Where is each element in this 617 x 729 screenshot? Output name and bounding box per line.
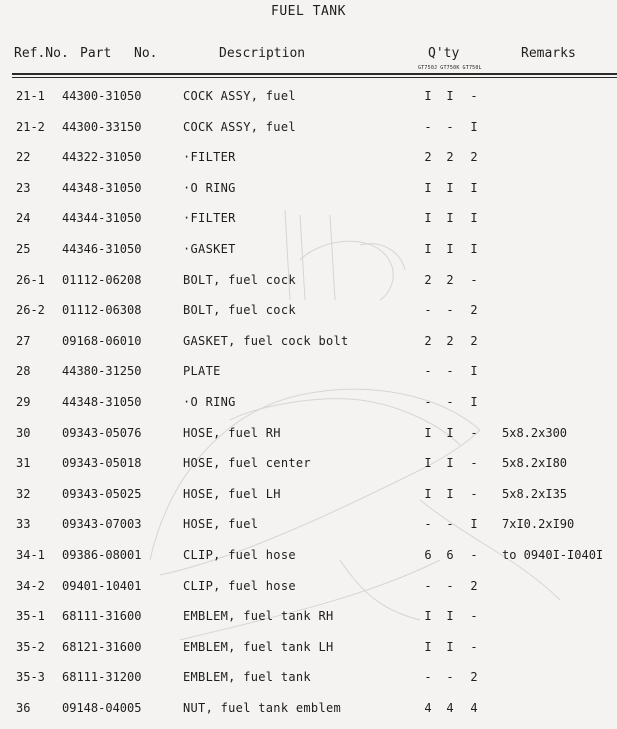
qty-cell: -: [470, 547, 478, 562]
ref-no-cell: 35-3: [16, 670, 45, 685]
ref-no-cell: 24: [16, 211, 31, 226]
description-cell: COCK ASSY, fuel: [183, 89, 296, 103]
qty-cell: -: [424, 364, 432, 379]
part-no-cell: 44344-31050: [62, 211, 142, 226]
part-no-cell: 44346-31050: [62, 241, 142, 256]
qty-cell: 2: [470, 670, 478, 685]
qty-cell: -: [470, 486, 478, 501]
qty-model-label: GT750L: [462, 65, 482, 71]
qty-cell: I: [470, 364, 478, 379]
description-cell: EMBLEM, fuel tank LH: [183, 639, 334, 654]
ref-no-cell: 25: [16, 241, 31, 256]
table-row: [0, 234, 617, 265]
part-no-cell: 09343-05018: [62, 456, 142, 471]
qty-cell: -: [446, 303, 454, 318]
qty-cell: 2: [446, 333, 454, 348]
part-no-cell: 09343-05025: [62, 486, 142, 501]
part-no-cell: 09343-07003: [62, 517, 142, 532]
qty-cell: I: [424, 486, 432, 501]
qty-cell: I: [424, 456, 432, 471]
header-part: Part: [80, 46, 112, 61]
table-row: [0, 448, 617, 479]
qty-cell: -: [446, 364, 454, 379]
header-rule-bottom: [12, 77, 617, 78]
parts-table: [0, 81, 617, 723]
qty-cell: -: [424, 578, 432, 593]
qty-cell: -: [470, 609, 478, 624]
table-row: [0, 418, 617, 449]
qty-cell: I: [424, 211, 432, 226]
part-no-cell: 09148-04005: [62, 700, 142, 715]
qty-cell: I: [470, 241, 478, 256]
ref-no-cell: 29: [16, 394, 31, 409]
qty-cell: I: [446, 89, 454, 103]
description-cell: ·FILTER: [183, 150, 236, 165]
part-no-cell: 01112-06208: [62, 272, 142, 287]
ref-no-cell: 27: [16, 333, 31, 348]
qty-cell: -: [470, 425, 478, 440]
header-qty: Q'ty: [428, 46, 460, 61]
part-no-cell: 44348-31050: [62, 394, 142, 409]
remarks-cell: 7xI0.2xI90: [502, 517, 575, 532]
ref-no-cell: 30: [16, 425, 31, 440]
description-cell: ·O RING: [183, 394, 236, 409]
qty-cell: I: [470, 394, 478, 409]
header-description: Description: [219, 46, 306, 61]
qty-cell: -: [470, 639, 478, 654]
qty-cell: 2: [424, 272, 432, 287]
qty-cell: 4: [424, 700, 432, 715]
table-row: [0, 540, 617, 571]
remarks-cell: 5x8.2xI35: [502, 486, 568, 501]
qty-cell: I: [424, 609, 432, 624]
qty-cell: I: [446, 486, 454, 501]
qty-cell: I: [446, 180, 454, 195]
qty-cell: -: [446, 119, 454, 134]
header-ref-no: Ref.No.: [14, 46, 69, 61]
ref-no-cell: 32: [16, 486, 31, 501]
qty-cell: I: [424, 89, 432, 103]
qty-cell: 2: [446, 272, 454, 287]
qty-cell: I: [446, 609, 454, 624]
ref-no-cell: 35-2: [16, 639, 45, 654]
description-cell: HOSE, fuel LH: [183, 486, 281, 501]
description-cell: BOLT, fuel cock: [183, 303, 296, 318]
qty-cell: I: [424, 425, 432, 440]
qty-cell: I: [470, 180, 478, 195]
ref-no-cell: 28: [16, 364, 31, 379]
table-row: [0, 326, 617, 357]
qty-cell: -: [446, 394, 454, 409]
part-no-cell: 09386-08001: [62, 547, 142, 562]
table-row: [0, 356, 617, 387]
qty-cell: 2: [424, 150, 432, 165]
ref-no-cell: 33: [16, 517, 31, 532]
qty-cell: -: [446, 517, 454, 532]
description-cell: HOSE, fuel center: [183, 456, 311, 471]
table-row: [0, 173, 617, 204]
qty-cell: I: [446, 456, 454, 471]
description-cell: EMBLEM, fuel tank: [183, 670, 311, 685]
description-cell: COCK ASSY, fuel: [183, 119, 296, 134]
table-row: [0, 693, 617, 724]
part-no-cell: 09401-10401: [62, 578, 142, 593]
remarks-cell: 5x8.2xI80: [502, 456, 568, 471]
table-row: [0, 81, 617, 112]
qty-cell: 2: [470, 303, 478, 318]
qty-cell: 2: [424, 333, 432, 348]
remarks-cell: to 0940I-I040I: [502, 547, 604, 562]
table-row: [0, 509, 617, 540]
table-row: [0, 295, 617, 326]
qty-model-label: GT750J: [418, 65, 438, 71]
part-no-cell: 09343-05076: [62, 425, 142, 440]
qty-cell: -: [424, 670, 432, 685]
description-cell: ·O RING: [183, 180, 236, 195]
part-no-cell: 68111-31200: [62, 670, 142, 685]
ref-no-cell: 23: [16, 180, 31, 195]
part-no-cell: 44300-31050: [62, 89, 142, 103]
ref-no-cell: 22: [16, 150, 31, 165]
description-cell: EMBLEM, fuel tank RH: [183, 609, 334, 624]
qty-model-label: GT750K: [440, 65, 460, 71]
table-row: [0, 142, 617, 173]
qty-cell: I: [446, 241, 454, 256]
table-row: [0, 265, 617, 296]
qty-cell: I: [424, 639, 432, 654]
part-no-cell: 44322-31050: [62, 150, 142, 165]
description-cell: GASKET, fuel cock bolt: [183, 333, 349, 348]
table-row: [0, 601, 617, 632]
qty-cell: -: [470, 456, 478, 471]
qty-cell: I: [424, 180, 432, 195]
qty-cell: 2: [470, 333, 478, 348]
ref-no-cell: 26-1: [16, 272, 45, 287]
part-no-cell: 44300-33150: [62, 119, 142, 134]
qty-cell: -: [470, 272, 478, 287]
description-cell: HOSE, fuel: [183, 517, 259, 532]
qty-cell: 6: [424, 547, 432, 562]
qty-cell: -: [424, 119, 432, 134]
table-row: [0, 387, 617, 418]
part-no-cell: 68121-31600: [62, 639, 142, 654]
ref-no-cell: 21-1: [16, 89, 45, 103]
ref-no-cell: 36: [16, 700, 31, 715]
header-qty-models: [418, 65, 482, 71]
header-rule-top: [12, 73, 617, 75]
ref-no-cell: 26-2: [16, 303, 45, 318]
qty-cell: -: [424, 303, 432, 318]
ref-no-cell: 34-1: [16, 547, 45, 562]
part-no-cell: 44348-31050: [62, 180, 142, 195]
table-row: [0, 112, 617, 143]
qty-cell: 2: [446, 150, 454, 165]
ref-no-cell: 21-2: [16, 119, 45, 134]
part-no-cell: 68111-31600: [62, 609, 142, 624]
qty-cell: -: [424, 517, 432, 532]
table-row: [0, 203, 617, 234]
table-row: [0, 479, 617, 510]
table-row: [0, 662, 617, 693]
ref-no-cell: 35-1: [16, 609, 45, 624]
qty-cell: 2: [470, 578, 478, 593]
qty-cell: I: [446, 425, 454, 440]
qty-cell: I: [446, 639, 454, 654]
ref-no-cell: 31: [16, 456, 31, 471]
description-cell: CLIP, fuel hose: [183, 578, 296, 593]
qty-cell: -: [470, 89, 478, 103]
part-no-cell: 44380-31250: [62, 364, 142, 379]
description-cell: NUT, fuel tank emblem: [183, 700, 342, 715]
table-row: [0, 571, 617, 602]
qty-cell: I: [470, 211, 478, 226]
qty-cell: -: [446, 670, 454, 685]
qty-cell: 4: [446, 700, 454, 715]
qty-cell: 2: [470, 150, 478, 165]
header-remarks: Remarks: [521, 46, 576, 61]
part-no-cell: 01112-06308: [62, 303, 142, 318]
description-cell: PLATE: [183, 364, 221, 379]
description-cell: CLIP, fuel hose: [183, 547, 296, 562]
qty-cell: -: [424, 394, 432, 409]
description-cell: ·FILTER: [183, 211, 236, 226]
qty-cell: 6: [446, 547, 454, 562]
description-cell: BOLT, fuel cock: [183, 272, 296, 287]
qty-cell: -: [446, 578, 454, 593]
header-no: No.: [134, 46, 158, 61]
part-no-cell: 09168-06010: [62, 333, 142, 348]
qty-cell: 4: [470, 700, 478, 715]
qty-cell: I: [424, 241, 432, 256]
description-cell: ·GASKET: [183, 241, 236, 256]
page-title: FUEL TANK: [271, 4, 346, 19]
table-row: [0, 632, 617, 663]
ref-no-cell: 34-2: [16, 578, 45, 593]
remarks-cell: 5x8.2x300: [502, 425, 568, 440]
qty-cell: I: [470, 517, 478, 532]
description-cell: HOSE, fuel RH: [183, 425, 281, 440]
qty-cell: I: [470, 119, 478, 134]
qty-cell: I: [446, 211, 454, 226]
